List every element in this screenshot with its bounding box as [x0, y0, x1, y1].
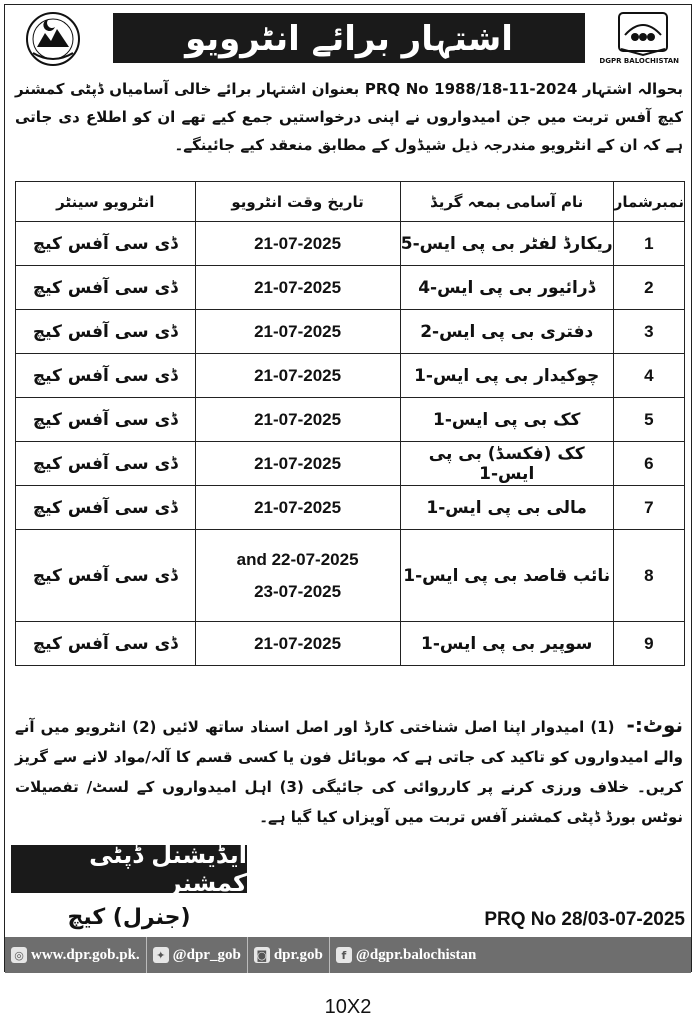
table-row: [16, 530, 685, 622]
serial-cell: 5: [613, 398, 684, 442]
ad-header: [5, 5, 691, 71]
note-text: (1) امیدوار اپنا اصل شناختی کارڈ اور اصل اسناد ساتھ لائیں (2) انٹرویو میں آنے والے امیدواروں کو تاکید کی جاتی ہے کہ موبائل فون یا کسی قسم کا آلہ/مواد لانے سے گریز کریں۔ خلاف ورزی کرنے پر کارروائی کی جائیگی (3) اہل امیدواروں کے لسٹ/ تفصیلات نوٹس بورڈ ڈپٹی کمشنر آفس تربت میں آویزاں کیا گیا ہے۔: [15, 718, 683, 826]
ad-size-tag: 10X2: [324, 996, 372, 1018]
website-text: www.dpr.gob.pk.: [31, 946, 140, 963]
post-cell: کک (فکسڈ) بی پی ایس-1: [400, 442, 613, 486]
serial-cell: 4: [613, 354, 684, 398]
post-cell: ڈرائیور بی پی ایس-4: [400, 266, 613, 310]
center-cell: ڈی سی آفس کیچ: [16, 354, 196, 398]
header-center: انٹرویو سینٹر: [16, 182, 196, 222]
date-cell: 21-07-2025: [195, 486, 400, 530]
twitter-text: @dpr_gob: [172, 946, 241, 963]
date-cell: 21-07-2025: [195, 354, 400, 398]
instagram-icon: ◙: [254, 947, 270, 963]
table-row: [16, 266, 685, 310]
serial-cell: 9: [613, 622, 684, 666]
table-header-row: [16, 182, 685, 222]
date-line-2: 23-07-2025: [254, 581, 342, 601]
center-cell: ڈی سی آفس کیچ: [16, 222, 196, 266]
date-line-1: 22-07-2025 and: [236, 549, 359, 569]
serial-cell: 7: [613, 486, 684, 530]
table-row: [16, 442, 685, 486]
date-cell: 21-07-2025: [195, 222, 400, 266]
date-cell: 21-07-2025: [195, 310, 400, 354]
facebook-icon: f: [336, 947, 352, 963]
center-cell: ڈی سی آفس کیچ: [16, 486, 196, 530]
advertisement: [4, 4, 692, 972]
footer-instagram[interactable]: [248, 937, 330, 973]
serial-cell: 2: [613, 266, 684, 310]
prq-number: PRQ No 28/03-07-2025: [484, 909, 685, 930]
balochistan-emblem-icon: [11, 9, 95, 69]
serial-cell: 3: [613, 310, 684, 354]
intro-paragraph: بحوالہ اشتہار PRQ No 1988/18-11-2024 بعنوان اشتہار برائے خالی آسامیاں ڈپٹی کمشنر کیچ آفس تربت میں جن امیدواروں نے اپنی درخواستیں جمع کیے تھے ان کو اطلاع دی جاتی ہے کہ ان کے انٹرویو مندرجہ ذیل شیڈول کے مطابق منعقد کیے جائینگے۔: [15, 80, 683, 154]
date-cell: [195, 530, 400, 622]
post-cell: دفتری بی پی ایس-2: [400, 310, 613, 354]
note-paragraph: [15, 710, 683, 832]
note-heading: نوٹ:-: [626, 713, 683, 737]
post-cell: مالی بی پی ایس-1: [400, 486, 613, 530]
date-cell: 21-07-2025: [195, 622, 400, 666]
header-serial: نمبرشمار: [613, 182, 684, 222]
dgpr-caption: DGPR BALOCHISTAN: [599, 57, 679, 65]
facebook-text: @dgpr.balochistan: [355, 946, 477, 963]
signature-designation: ایڈیشنل ڈپٹی کمشنر: [11, 845, 247, 893]
center-cell: ڈی سی آفس کیچ: [16, 398, 196, 442]
globe-icon: ◎: [11, 947, 27, 963]
center-cell: ڈی سی آفس کیچ: [16, 266, 196, 310]
center-cell: ڈی سی آفس کیچ: [16, 310, 196, 354]
post-cell: چوکیدار بی پی ایس-1: [400, 354, 613, 398]
serial-cell: 1: [613, 222, 684, 266]
post-cell: نائب قاصد بی پی ایس-1: [400, 530, 613, 622]
table-row: [16, 310, 685, 354]
date-cell: 21-07-2025: [195, 442, 400, 486]
footer-website[interactable]: [5, 937, 147, 973]
instagram-text: dpr.gob: [273, 946, 323, 963]
interview-schedule-table: [15, 181, 685, 666]
center-cell: ڈی سی آفس کیچ: [16, 530, 196, 622]
date-cell: 21-07-2025: [195, 266, 400, 310]
contact-footer: [5, 937, 691, 973]
center-cell: ڈی سی آفس کیچ: [16, 442, 196, 486]
post-cell: کک بی پی ایس-1: [400, 398, 613, 442]
footer-twitter[interactable]: [147, 937, 248, 973]
signature-district: (جنرل) کیچ: [67, 904, 191, 930]
header-date: تاریخ وقت انٹرویو: [195, 182, 400, 222]
footer-facebook[interactable]: [330, 937, 483, 973]
header-post: نام آسامی بمعہ گریڈ: [400, 182, 613, 222]
twitter-icon: ✦: [153, 947, 169, 963]
center-cell: ڈی سی آفس کیچ: [16, 622, 196, 666]
post-cell: ریکارڈ لفٹر بی پی ایس-5: [400, 222, 613, 266]
table-row: [16, 398, 685, 442]
signature-block: [11, 841, 247, 937]
date-cell: 21-07-2025: [195, 398, 400, 442]
ad-title: اشتہار برائے انٹرویو: [113, 13, 585, 63]
table-row: [16, 222, 685, 266]
serial-cell: 8: [613, 530, 684, 622]
table-row: [16, 354, 685, 398]
post-cell: سوپیر بی پی ایس-1: [400, 622, 613, 666]
table-row: [16, 486, 685, 530]
table-row: [16, 622, 685, 666]
serial-cell: 6: [613, 442, 684, 486]
